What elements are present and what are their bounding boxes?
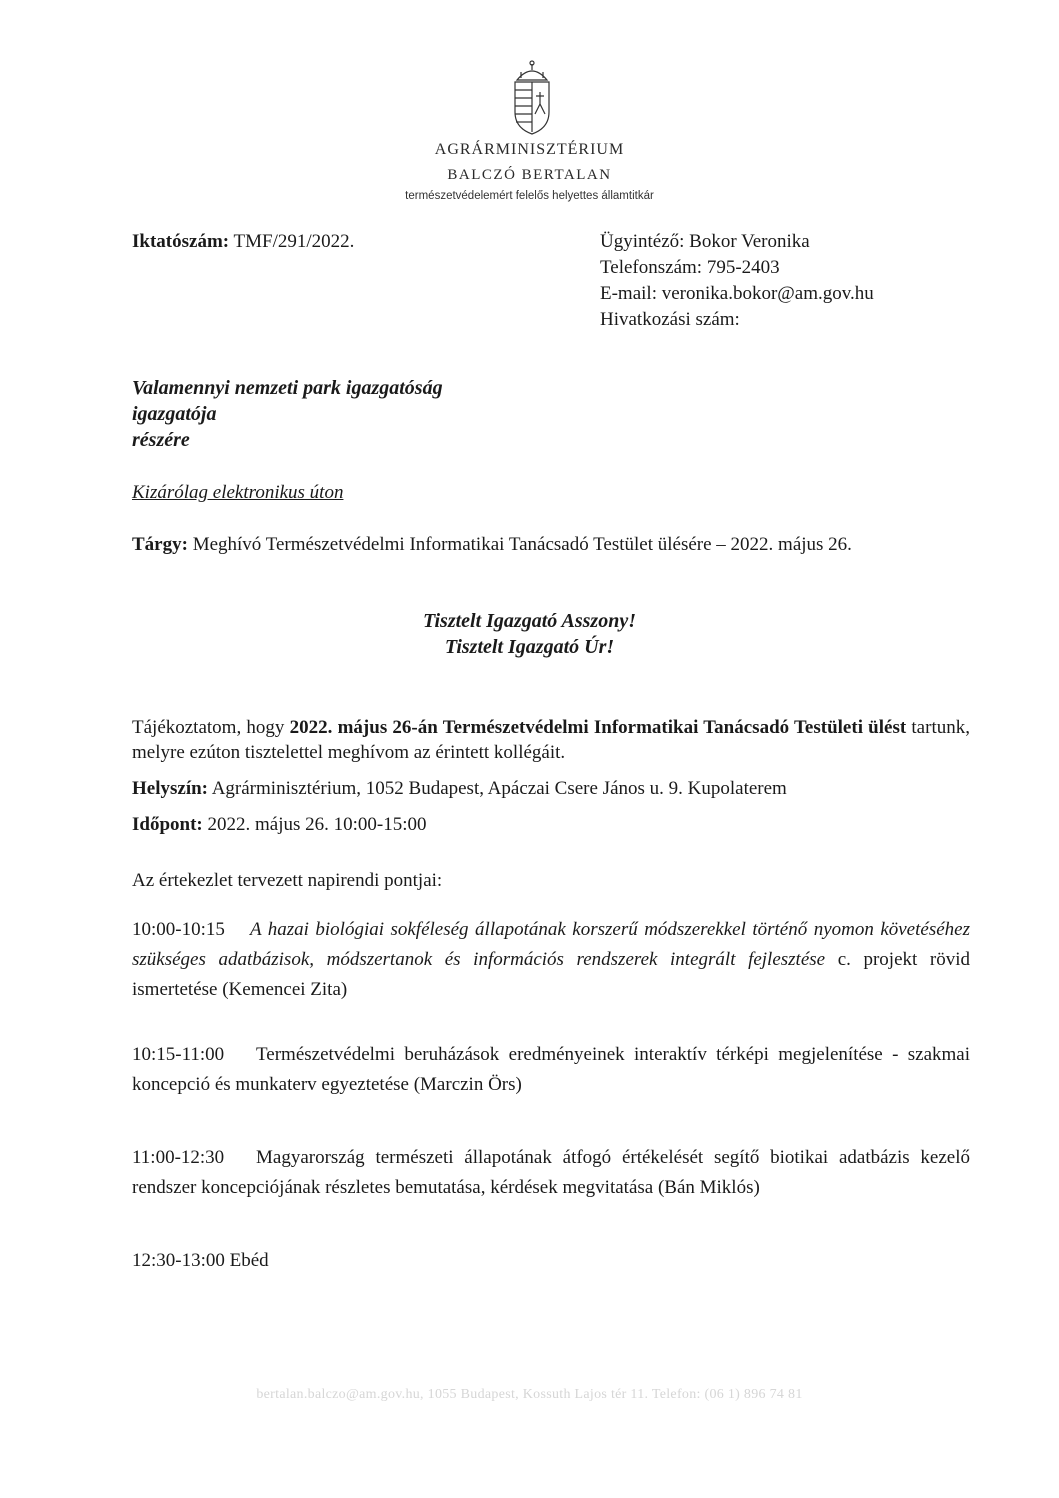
agenda-title: Az értekezlet tervezett napirendi pontjai: bbox=[132, 870, 443, 891]
agenda-time: 12:30-13:00 bbox=[132, 1250, 225, 1271]
meeting-time bbox=[132, 813, 427, 837]
footer-contact: bertalan.balczo@am.gov.hu, 1055 Budapest, Kossuth Lajos tér 11. Telefon: (06 1) 896 74 81 bbox=[256, 1387, 803, 1402]
intro-text: tartunk, melyre ezúton tisztelettel meghívom az érintett kollégáit. bbox=[132, 717, 970, 763]
intro-highlight: 2022. május 26-án Természetvédelmi Informatikai Tanácsadó Testületi ülést bbox=[289, 717, 907, 738]
agenda-time: 11:00-12:30 bbox=[132, 1147, 225, 1168]
agenda-description: Ebéd bbox=[229, 1250, 269, 1271]
time-label: Időpont: bbox=[132, 814, 203, 835]
intro-paragraph bbox=[132, 715, 970, 765]
filing-number-label: Iktatószám: bbox=[132, 231, 230, 252]
project-title: A hazai biológiai sokféleség állapotának korszerű módszerekkel történő nyomon követéséhez szükséges adatbázisok, módszertanok és információs rendszerek integrált fejlesztése bbox=[132, 919, 970, 970]
contact-block bbox=[600, 230, 1020, 334]
agenda-item bbox=[132, 1040, 970, 1100]
phone-number: Telefonszám: 795-2403 bbox=[600, 257, 780, 278]
subject-line bbox=[132, 532, 968, 558]
salutation-line: Tisztelt Igazgató Asszony! bbox=[423, 610, 636, 632]
delivery-method: Kizárólag elektronikus úton bbox=[132, 482, 344, 503]
salutation bbox=[0, 608, 1059, 660]
subject-label: Tárgy: bbox=[132, 534, 188, 555]
official-name: BALCZÓ BERTALAN bbox=[447, 167, 612, 183]
location-value: Agrárminisztérium, 1052 Budapest, Apáczai Csere János u. 9. Kupolaterem bbox=[211, 778, 787, 799]
email-address: E-mail: veronika.bokor@am.gov.hu bbox=[600, 283, 874, 304]
agenda-time: 10:15-11:00 bbox=[132, 1044, 225, 1065]
meeting-location bbox=[132, 777, 787, 801]
agenda-item bbox=[132, 915, 970, 1005]
official-position: természetvédelemért felelős helyettes államtitkár bbox=[405, 190, 654, 202]
time-value: 2022. május 26. 10:00-15:00 bbox=[207, 814, 427, 835]
salutation-line: Tisztelt Igazgató Úr! bbox=[444, 636, 615, 658]
intro-text: Tájékoztatom, hogy bbox=[132, 717, 290, 738]
agenda-description: c. projekt rövid ismertetése (Kemencei Zita) bbox=[132, 949, 971, 1000]
ministry-name: AGRÁRMINISZTÉRIUM bbox=[434, 141, 625, 158]
addressee-line: részére bbox=[132, 429, 190, 451]
addressee-line: igazgatója bbox=[132, 403, 217, 425]
agenda-description: Természetvédelmi beruházások eredményeinek interaktív térképi megjelenítése - szakmai koncepció és munkaterv egyeztetése (Marczin Örs) bbox=[132, 1044, 970, 1095]
agenda-time: 10:00-10:15 bbox=[132, 919, 225, 940]
agenda-description: Magyarország természeti állapotának átfogó értékelését segítő biotikai adatbázis kezelő rendszer koncepciójának részletes bemutatása, kérdések megvitatása (Bán Miklós) bbox=[132, 1147, 970, 1198]
case-officer: Ügyintéző: Bokor Veronika bbox=[600, 231, 810, 252]
addressee-line: Valamennyi nemzeti park igazgatóság bbox=[132, 377, 443, 399]
filing-number bbox=[132, 230, 354, 254]
subject-text: Meghívó Természetvédelmi Informatikai Tanácsadó Testület ülésére – 2022. május 26. bbox=[192, 534, 852, 555]
location-label: Helyszín: bbox=[132, 778, 208, 799]
filing-number-value: TMF/291/2022. bbox=[233, 231, 355, 252]
reference-number: Hivatkozási szám: bbox=[600, 309, 740, 330]
addressee bbox=[132, 375, 443, 453]
agenda-item bbox=[132, 1143, 970, 1203]
coat-of-arms-icon bbox=[507, 58, 557, 138]
agenda-item bbox=[132, 1246, 970, 1276]
